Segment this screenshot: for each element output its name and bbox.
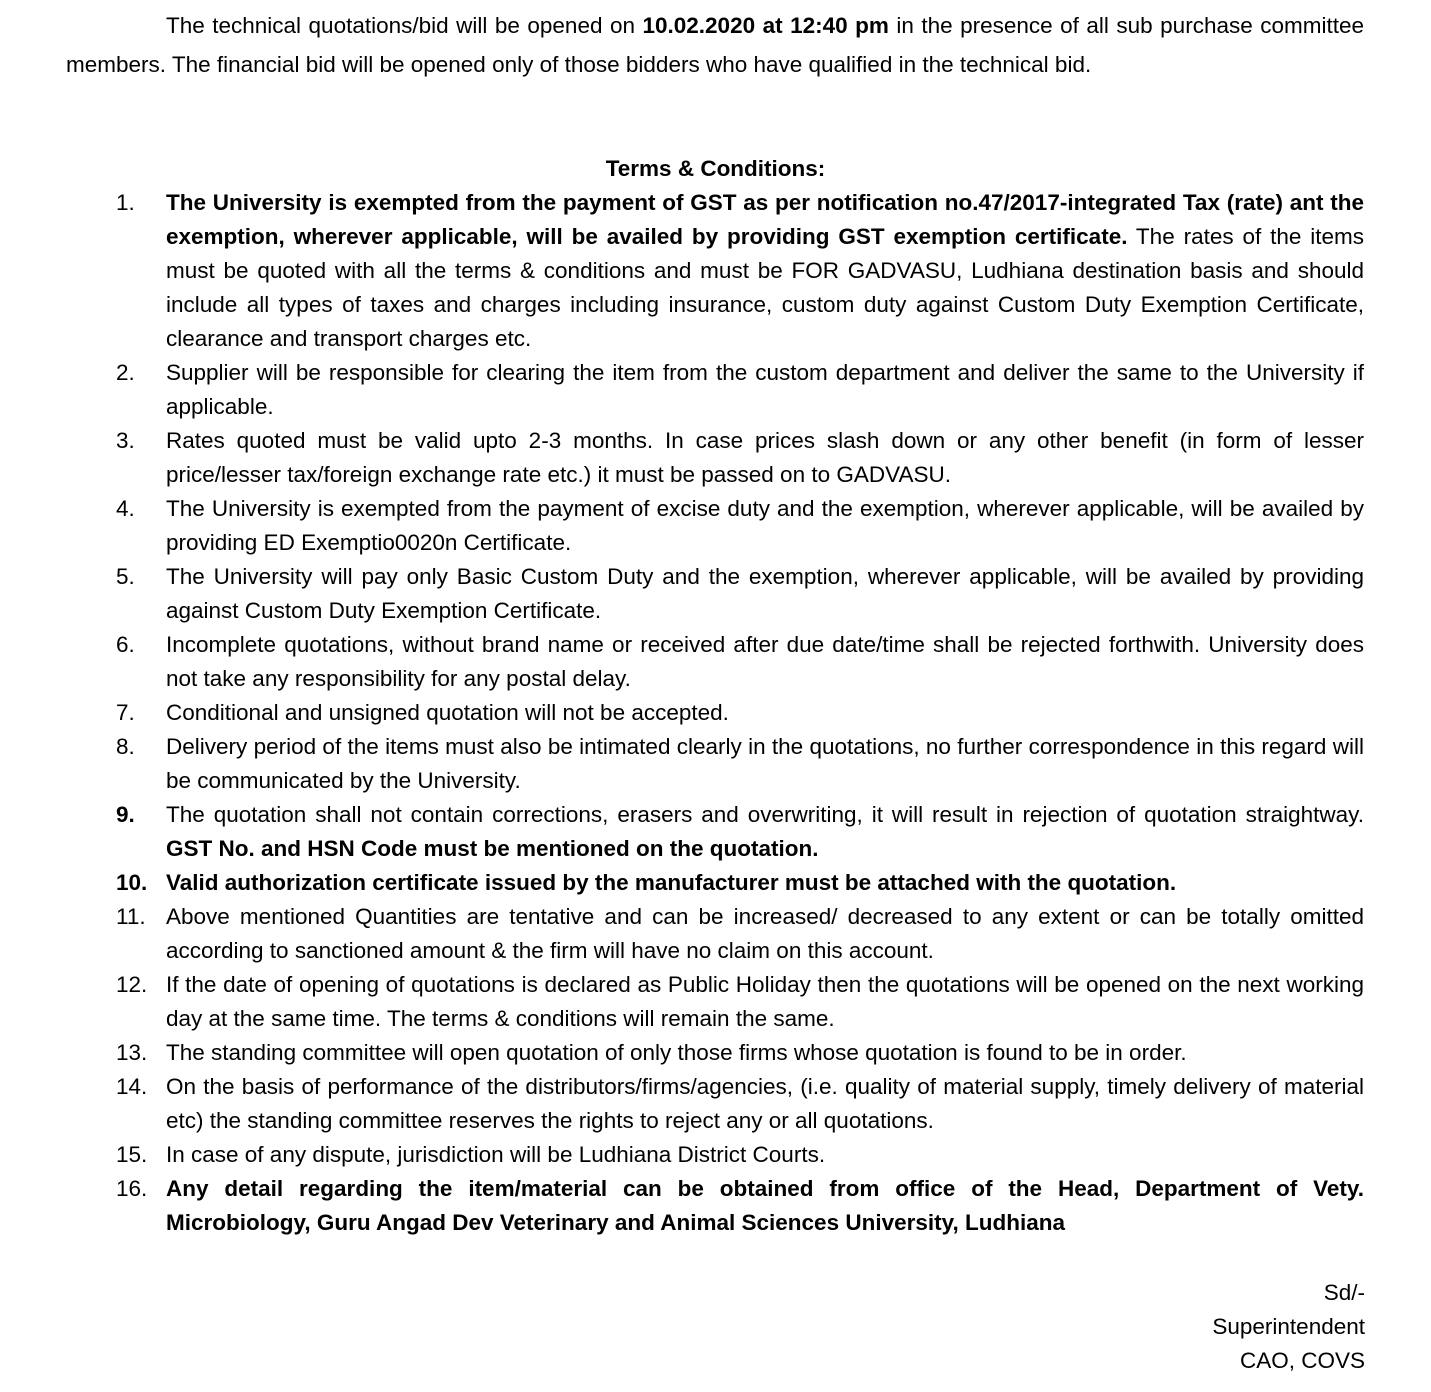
opening-date-time: 10.02.2020 at 12:40 pm [642,13,889,38]
term-number: 3. [116,428,135,453]
term-bold-text: Valid authorization certificate issued by the manufacturer must be attached with the quotation. [166,870,1177,895]
term-item-10 [0,866,1431,900]
intro-text-start: The technical quotations/bid will be opened on [166,13,643,38]
term-number: 5. [116,564,135,589]
term-text: Rates quoted must be valid upto 2-3 months. In case prices slash down or any other benefit (in form of lesser price/lesser tax/foreign exchange rate etc.) it must be passed on to GADVASU. [166,428,1364,487]
term-item-11 [0,900,1431,968]
signatory-office: CAO, COVS [1239,1348,1365,1373]
term-number: 8. [116,734,135,759]
term-number: 13. [116,1040,148,1065]
term-text: Incomplete quotations, without brand name or received after due date/time shall be rejected forthwith. University does not take any responsibility for any postal delay. [166,632,1364,691]
term-item-5 [0,560,1431,628]
term-item-4 [0,492,1431,560]
term-bold-text: Any detail regarding the item/material can be obtained from office of the Head, Department of Vety. Microbiology, Guru Angad Dev Veterinary and Animal Sciences University, Ludhiana [166,1176,1364,1235]
term-text: If the date of opening of quotations is declared as Public Holiday then the quotations will be opened on the next working day at the same time. The terms & conditions will remain the same. [166,972,1364,1031]
term-text: On the basis of performance of the distributors/firms/agencies, (i.e. quality of material supply, timely delivery of material etc) the standing committee reserves the rights to reject any or all quotations. [166,1074,1364,1133]
term-text: Supplier will be responsible for clearing the item from the custom department and deliver the same to the University if applicable. [166,360,1364,419]
term-number: 4. [116,496,135,521]
term-item-12 [0,968,1431,1036]
signatory-title: Superintendent [1212,1314,1365,1339]
term-number: 10. [116,870,148,895]
term-bold-text: The University is exempted from the payment of GST as per notification no.47/2017-integrated Tax (rate) ant the exemption, wherever applicable, will be availed by providing GST exemption certificate. [166,190,1364,249]
term-item-15 [0,1138,1431,1172]
term-item-9 [0,798,1431,866]
term-number: 15. [116,1142,148,1167]
term-number: 14. [116,1074,148,1099]
term-number: 11. [116,904,146,929]
intro-text-end: in the presence of all sub purchase committee members. The financial bid will be opened only of those bidders who have qualified in the technical bid. [66,13,1364,77]
term-body [166,186,1364,356]
term-text: The rates of the items must be quoted with all the terms & conditions and must be FOR GADVASU, Ludhiana destination basis and should include all types of taxes and charges including insurance, custom duty against Custom Duty Exemption Certificate, clearance and transport charges etc. [166,224,1364,351]
signature-sd: Sd/- [1323,1280,1365,1305]
term-text: The standing committee will open quotation of only those firms whose quotation is found to be in order. [166,1040,1187,1065]
term-number: 6. [116,632,135,657]
term-text: In case of any dispute, jurisdiction will be Ludhiana District Courts. [166,1142,826,1167]
term-number: 12. [116,972,148,997]
term-item-6 [0,628,1431,696]
term-item-7 [0,696,1431,730]
term-item-16 [0,1172,1431,1240]
term-text: Above mentioned Quantities are tentative and can be increased/ decreased to any extent or can be totally omitted according to sanctioned amount & the firm will have no claim on this account. [166,904,1364,963]
term-text: Delivery period of the items must also be intimated clearly in the quotations, no further correspondence in this regard will be communicated by the University. [166,734,1364,793]
signature-block [1212,1276,1365,1378]
term-item-14 [0,1070,1431,1138]
term-number: 7. [116,700,135,725]
term-text: The University is exempted from the payment of excise duty and the exemption, wherever applicable, will be availed by providing ED Exemptio0020n Certificate. [166,496,1364,555]
intro-paragraph [66,6,1364,84]
term-number: 9. [116,802,135,827]
term-item-8 [0,730,1431,798]
term-item-2 [0,356,1431,424]
term-item-3 [0,424,1431,492]
term-bold-text: GST No. and HSN Code must be mentioned on the quotation. [166,836,819,861]
term-text: The University will pay only Basic Custom Duty and the exemption, wherever applicable, will be availed by providing against Custom Duty Exemption Certificate. [166,564,1364,623]
term-number: 2. [116,360,135,385]
term-text: The quotation shall not contain corrections, erasers and overwriting, it will result in rejection of quotation straightway. [166,802,1364,827]
term-text: Conditional and unsigned quotation will not be accepted. [166,700,729,725]
term-number: 16. [116,1176,148,1201]
term-body [166,798,1364,866]
terms-list [0,186,1431,1240]
term-number: 1. [116,190,135,215]
term-item-1 [0,186,1431,356]
term-item-13 [0,1036,1431,1070]
terms-heading: Terms & Conditions: [605,156,826,181]
